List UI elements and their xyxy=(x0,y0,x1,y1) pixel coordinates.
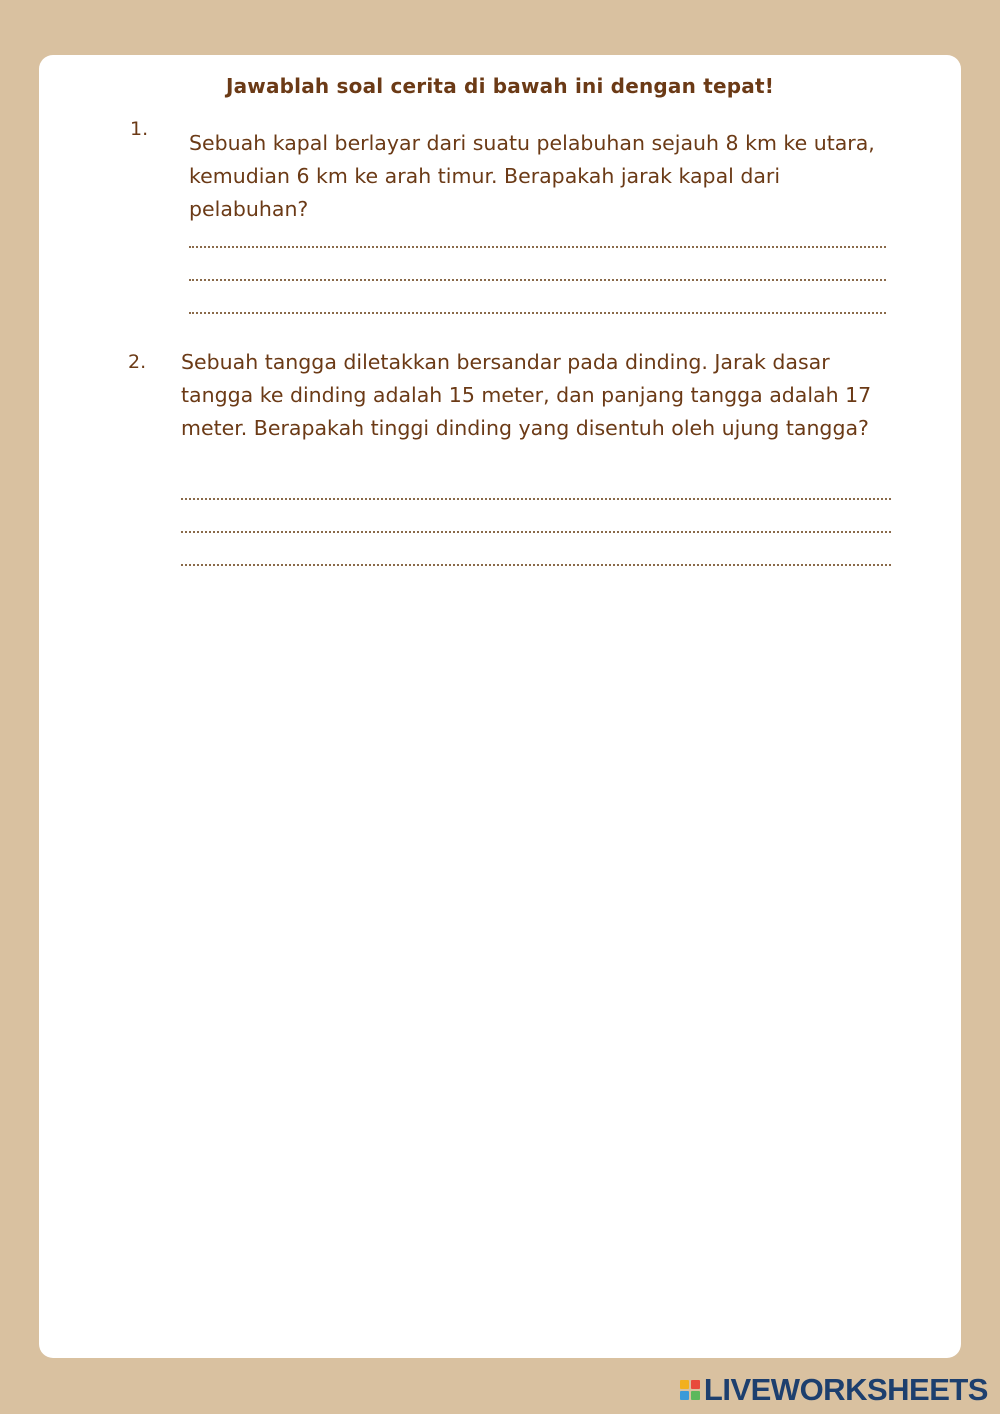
question-2-answer-line-1[interactable] xyxy=(181,498,891,500)
question-1-answer-line-3[interactable] xyxy=(189,312,886,314)
question-1-number: 1. xyxy=(130,118,149,140)
question-2-text: Sebuah tangga diletakkan bersandar pada dinding. Jarak dasar tangga ke dinding adalah 15 meter, dan panjang tangga adalah 17 meter. Berapakah tinggi dinding yang disentuh oleh ujung tangga? xyxy=(181,350,872,440)
worksheet-page xyxy=(39,55,961,1358)
question-2-answer-line-2[interactable] xyxy=(181,531,891,533)
question-1-answer-line-1[interactable] xyxy=(189,246,886,248)
question-1-answer-line-2[interactable] xyxy=(189,279,886,281)
question-2-number: 2. xyxy=(128,351,147,373)
question-1-text: Sebuah kapal berlayar dari suatu pelabuhan sejauh 8 km ke utara, kemudian 6 km ke arah timur. Berapakah jarak kapal dari pelabuhan? xyxy=(189,131,875,221)
liveworksheets-brand xyxy=(680,1373,988,1407)
question-2-answer-line-3[interactable] xyxy=(181,564,891,566)
brand-name: LIVEWORKSHEETS xyxy=(703,1372,988,1407)
liveworksheets-logo-icon xyxy=(680,1380,700,1400)
worksheet-title: Jawablah soal cerita di bawah ini dengan tepat! xyxy=(225,74,775,98)
